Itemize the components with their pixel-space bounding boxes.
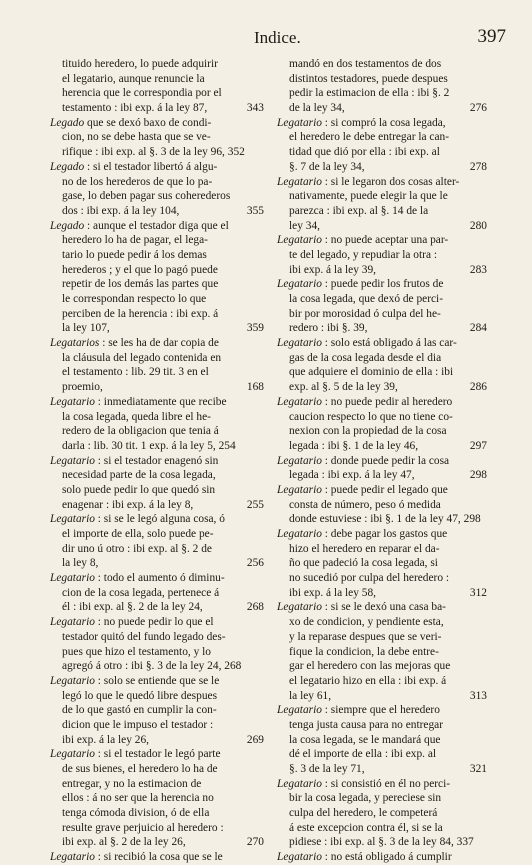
index-line [277, 277, 485, 292]
index-line [277, 454, 485, 469]
entry-text: caucion respecto lo que no tiene co- [289, 410, 453, 423]
index-line [277, 86, 485, 101]
entry-text: nativamente, puede elegir la que le [289, 190, 448, 203]
page-reference: 284 [469, 322, 487, 335]
index-line [277, 483, 485, 498]
entry-text: repetir de los demás las partes que [62, 278, 219, 291]
entry-text: de la ley 34, [289, 102, 345, 115]
index-line [277, 439, 485, 454]
index-line [50, 747, 262, 762]
index-line [277, 674, 485, 689]
entry-headword: Legatario [50, 572, 95, 585]
index-line [50, 733, 262, 748]
entry-text: el importe de ella, solo puede pe- [62, 528, 214, 540]
index-line [50, 130, 262, 145]
entry-text: pidiese : ibi exp. al §. 3 de la ley 84, 337 [289, 836, 474, 849]
index-line [277, 806, 485, 821]
index-line [50, 219, 262, 234]
index-line [277, 292, 485, 307]
index-line [50, 277, 262, 292]
index-line [277, 835, 485, 850]
entry-text: agregó á otro : ibi §. 3 de la ley 24, 268 [62, 660, 242, 673]
entry-text: dé el importe de ella : ibi exp. al [289, 748, 437, 761]
index-line [50, 72, 262, 87]
entry-text: xo de condicion, y pendiente esta, [289, 616, 444, 629]
index-line [50, 86, 262, 101]
entry-text: tituido heredero, lo puede adquirir [62, 58, 218, 70]
index-line [50, 424, 262, 439]
entry-text: redero : ibi §. 39, [289, 322, 368, 335]
index-line [277, 762, 485, 777]
entry-text: la cosa legada, se le mandará que [289, 733, 441, 746]
entry-headword: Legatario [50, 513, 95, 526]
index-line [50, 410, 262, 425]
entry-text: el heredero le debe entregar la can- [289, 131, 449, 144]
entry-text: gase, lo deben pagar sus coherederos [62, 190, 231, 203]
index-line [50, 204, 262, 219]
entry-headword: Legatarios [50, 337, 100, 350]
entry-headword: Legatario [50, 454, 95, 467]
index-line [277, 542, 485, 557]
page-reference: 268 [246, 601, 264, 614]
entry-text: legó lo que le quedó libre despues [62, 689, 217, 702]
entry-text: le correspondan respecto lo que [62, 293, 207, 305]
page-reference: 359 [246, 322, 264, 335]
entry-text: §. 7 de la ley 34, [289, 160, 365, 173]
entry-text: heredero lo ha de pagar, el lega- [62, 234, 208, 247]
page-header [0, 28, 532, 52]
index-line [50, 542, 262, 557]
entry-text: : todo el aumento ó diminu- [94, 572, 225, 585]
entry-text: ibi exp. á la ley 26, [62, 733, 149, 746]
right-column [277, 57, 485, 865]
entry-text: ibi exp. á la ley 39, [289, 263, 376, 276]
entry-text: te del legado, y repudiar la otra : [289, 248, 438, 261]
entry-headword: Legatario [277, 234, 322, 247]
entry-headword: Legatario [50, 616, 95, 629]
index-line [277, 116, 485, 131]
entry-text: cion de la cosa legada, pertenece á [62, 586, 220, 599]
index-line [50, 145, 262, 160]
index-line [50, 365, 262, 380]
entry-text: : no está obligado á cumplir [321, 851, 452, 864]
entry-text: herederos ; y el que lo pagó puede [62, 263, 218, 276]
entry-text: legada : ibi §. 1 de la ley 46, [289, 439, 419, 452]
entry-text: : si el testador libertó á algu- [84, 160, 218, 173]
index-line [277, 175, 485, 190]
entry-text: : no puede aceptar una par- [321, 234, 449, 247]
entry-text: : solo se entiende que se le [94, 674, 220, 687]
index-line [50, 116, 262, 131]
index-line [50, 527, 262, 542]
index-line [277, 821, 485, 836]
entry-text: perciben de la herencia : ibi exp. á [62, 307, 219, 320]
index-line [277, 321, 485, 336]
index-line [50, 351, 262, 366]
page-reference: 286 [469, 381, 487, 394]
entry-text: : si se le dexó una casa ba- [321, 601, 446, 614]
entry-text: herencia que le correspondia por el [62, 87, 222, 100]
index-line [50, 600, 262, 615]
page-reference: 269 [246, 733, 264, 746]
index-line [50, 468, 262, 483]
index-line [50, 321, 262, 336]
page-reference: 278 [469, 160, 487, 173]
index-line [50, 556, 262, 571]
entry-text: : se les ha de dar copia de [99, 337, 219, 350]
index-line [277, 630, 485, 645]
index-line [277, 307, 485, 322]
index-line [50, 806, 262, 821]
entry-text: : no puede pedir al heredero [321, 395, 453, 408]
entry-text: el legatario hizo en ella : ibi exp. á [289, 674, 447, 687]
index-line [50, 439, 262, 454]
index-line [277, 468, 485, 483]
index-line [277, 791, 485, 806]
entry-text: el legatario, aunque renuncie la [62, 72, 205, 85]
index-line [50, 307, 262, 322]
entry-text: cion, no se debe hasta que se ve- [62, 131, 211, 144]
index-line [277, 219, 485, 234]
entry-text: consta de número, peso ó medida [289, 498, 441, 511]
index-line [277, 336, 485, 351]
entry-headword: Legatario [277, 278, 322, 291]
entry-text: tario lo puede pedir á los demas [62, 248, 207, 261]
entry-text: legada : ibi exp. á la ley 47, [289, 469, 415, 482]
index-line [277, 703, 485, 718]
entry-text: donde estuviese : ibi §. 1 de la ley 47, 298 [289, 513, 481, 526]
entry-text: la ley 61, [289, 689, 332, 702]
index-line [50, 777, 262, 792]
page-reference: 313 [469, 689, 487, 702]
entry-headword: Legado [50, 160, 85, 173]
index-line [277, 204, 485, 219]
entry-text: : aunque el testador diga que el [84, 219, 229, 232]
entry-headword: Legatario [50, 395, 95, 408]
index-line [277, 733, 485, 748]
entry-text: tenga cómoda division, ó de ella [62, 807, 210, 820]
index-line [50, 615, 262, 630]
entry-text: : puede pedir los frutos de [321, 278, 444, 291]
entry-headword: Legatario [277, 851, 322, 864]
index-line [277, 410, 485, 425]
page-number: 397 [477, 26, 506, 47]
entry-text: distintos testadores, puede despues [289, 72, 448, 85]
index-line [277, 586, 485, 601]
index-line [50, 336, 262, 351]
entry-text: bir la cosa legada, y pereciese sin [289, 792, 442, 805]
index-line [50, 512, 262, 527]
entry-text: rifique : ibi exp. al §. 3 de la ley 96, 352 [62, 146, 245, 159]
entry-headword: Legatario [277, 454, 322, 467]
entry-text: á este excepcion contra él, si se la [289, 821, 443, 834]
entry-text: él : ibi exp. al §. 2 de la ley 24, [62, 601, 203, 614]
index-line [277, 615, 485, 630]
entry-text: : si le legaron dos cosas alter- [321, 175, 460, 188]
page-reference: 255 [246, 498, 264, 511]
entry-text: entregar, y no la estimacion de [62, 777, 202, 790]
entry-text: : si consistió en él no perci- [321, 777, 451, 790]
entry-headword: Legatario [277, 175, 322, 188]
index-line [50, 630, 262, 645]
index-line [277, 777, 485, 792]
entry-text: : inmediatamente que recibe [94, 395, 227, 408]
index-line [277, 145, 485, 160]
entry-text: no sucedió por culpa del heredero : [289, 572, 450, 585]
page-reference: 355 [246, 204, 264, 217]
entry-headword: Legatario [277, 601, 322, 614]
entry-text: ibi exp. al §. 2 de la ley 26, [62, 836, 186, 849]
entry-text: ibi exp. á la ley 58, [289, 586, 376, 599]
entry-text: gar el heredero con las mejoras que [289, 660, 451, 673]
left-column [50, 57, 262, 865]
entry-text: testador quitó del fundo legado des- [62, 630, 226, 643]
index-line [277, 600, 485, 615]
index-line [50, 380, 262, 395]
entry-text: parezca : ibi exp. al §. 14 de la [289, 204, 429, 217]
index-line [50, 483, 262, 498]
index-line [50, 498, 262, 513]
index-line [50, 292, 262, 307]
index-line [50, 189, 262, 204]
entry-text: de sus bienes, el heredero lo ha de [62, 763, 218, 775]
entry-headword: Legatario [50, 748, 95, 761]
index-line [277, 395, 485, 410]
index-line [277, 72, 485, 87]
entry-text: enagenar : ibi exp. á la ley 8, [62, 498, 194, 511]
index-line [277, 850, 485, 865]
entry-headword: Legatario [277, 528, 322, 540]
entry-text: tidad que dió por ella : ibi exp. al [289, 146, 440, 159]
entry-text: nexion con la propiedad de la cosa [289, 425, 447, 438]
index-line [50, 762, 262, 777]
entry-text: la cláusula del legado contenida en [62, 351, 222, 364]
index-line [50, 689, 262, 704]
entry-text: exp. al §. 5 de la ley 39, [289, 381, 398, 394]
entry-text: dicion que le impuso el testador : [62, 718, 214, 731]
entry-headword: Legatario [50, 674, 95, 687]
index-line [50, 850, 262, 865]
entry-headword: Legatario [50, 851, 95, 864]
index-line [277, 512, 485, 527]
entry-text: dir uno ú otro : ibi exp. al §. 2 de [62, 542, 212, 555]
index-line [277, 189, 485, 204]
index-line [50, 645, 262, 660]
index-line [277, 718, 485, 733]
index-line [50, 175, 262, 190]
index-line [50, 263, 262, 278]
entry-text: darla : lib. 30 tit. 1 exp. á la ley 5, 254 [62, 439, 236, 452]
index-line [50, 57, 262, 72]
entry-text: : solo está obligado á las car- [321, 337, 457, 350]
index-line [50, 821, 262, 836]
entry-text: necesidad parte de la cosa legada, [62, 469, 216, 482]
page-reference: 297 [469, 439, 487, 452]
index-line [277, 556, 485, 571]
index-line [50, 586, 262, 601]
entry-text: : si recibió la cosa que se le [94, 851, 223, 864]
entry-text: tenga justa causa para no entregar [289, 718, 444, 731]
entry-headword: Legatario [277, 777, 322, 790]
index-line [50, 718, 262, 733]
index-line [50, 160, 262, 175]
entry-text: : puede pedir el legado que [321, 483, 448, 496]
entry-headword: Legado [50, 116, 85, 129]
index-line [50, 233, 262, 248]
index-line [277, 101, 485, 116]
page-reference: 276 [469, 102, 487, 115]
entry-text: : si el testador enagenó sin [94, 454, 219, 467]
index-line [277, 645, 485, 660]
entry-text: hizo el heredero en reparar el da- [289, 542, 440, 555]
index-line [50, 101, 262, 116]
entry-text: bir por morosidad ó culpa del he- [289, 307, 441, 320]
entry-headword: Legatario [277, 483, 322, 496]
index-line [277, 659, 485, 674]
entry-text: : debe pagar los gastos que [321, 528, 448, 540]
index-line [277, 498, 485, 513]
entry-text: la ley 8, [62, 557, 99, 570]
entry-text: mandó en dos testamentos de dos [289, 58, 442, 70]
entry-headword: Legatario [277, 704, 322, 717]
entry-headword: Legado [50, 219, 85, 232]
entry-text: dos : ibi exp. á la ley 104, [62, 204, 180, 217]
index-line [277, 233, 485, 248]
entry-text: fique la condicion, la debe entre- [289, 645, 439, 658]
entry-text: que adquiere el dominio de ella : ibi [289, 366, 454, 379]
index-line [277, 351, 485, 366]
entry-text: solo puede pedir lo que quedó sin [62, 483, 216, 496]
entry-text: ño que padeció la cosa legada, si [289, 557, 438, 570]
entry-text: la cosa legada, queda libre el he- [62, 410, 211, 423]
entry-text: : si compró la cosa legada, [321, 116, 446, 129]
page-reference: 283 [469, 263, 487, 276]
entry-text: : siempre que el heredero [321, 704, 440, 717]
index-line [50, 248, 262, 263]
page-reference: 256 [246, 557, 264, 570]
entry-text: §. 3 de la ley 71, [289, 763, 365, 775]
entry-text: el testamento : lib. 29 tit. 3 en el [62, 366, 209, 379]
entry-text: que se dexó baxo de condi- [84, 116, 212, 129]
entry-text: : si el testador le legó parte [94, 748, 221, 761]
entry-headword: Legatario [277, 116, 322, 129]
index-line [50, 835, 262, 850]
index-line [50, 791, 262, 806]
entry-text: pedir la estimacion de ella : ibi §. 2 [289, 87, 450, 100]
entry-headword: Legatario [277, 395, 322, 408]
entry-text: y la reparase despues que se veri- [289, 630, 442, 643]
entry-text: culpa del heredero, le competerá [289, 807, 438, 820]
running-title: Indice. [254, 28, 301, 47]
index-line [277, 424, 485, 439]
entry-text: de lo que gastó en cumplir la con- [62, 704, 217, 717]
entry-text: pues que hizo el testamento, y lo [62, 645, 211, 658]
index-line [50, 674, 262, 689]
entry-text: : donde puede pedir la cosa [321, 454, 450, 467]
entry-text: resulte grave perjuicio al heredero : [62, 821, 224, 834]
page-reference: 343 [246, 102, 264, 115]
page-reference: 321 [469, 763, 487, 775]
index-line [277, 747, 485, 762]
entry-text: testamento : ibi exp. á la ley 87, [62, 102, 208, 115]
entry-text: la cosa legada, que dexó de perci- [289, 293, 444, 305]
index-line [277, 527, 485, 542]
entry-text: la ley 107, [62, 322, 110, 335]
index-line [277, 160, 485, 175]
index-line [277, 57, 485, 72]
entry-text: gas de la cosa legada desde el dia [289, 351, 442, 364]
page-reference: 312 [469, 586, 487, 599]
page-reference: 298 [469, 469, 487, 482]
index-line [277, 248, 485, 263]
index-line [50, 571, 262, 586]
index-line [277, 571, 485, 586]
index-line [50, 659, 262, 674]
entry-text: proemio, [62, 381, 103, 394]
index-line [50, 703, 262, 718]
index-line [277, 263, 485, 278]
index-line [50, 395, 262, 410]
entry-text: : si se le legó alguna cosa, ó [94, 513, 225, 526]
entry-text: ellos : á no ser que la herencia no [62, 792, 214, 805]
entry-headword: Legatario [277, 337, 322, 350]
entry-text: ley 34, [289, 219, 321, 232]
index-line [277, 130, 485, 145]
index-line [277, 380, 485, 395]
entry-text: : no puede pedir lo que el [94, 616, 214, 629]
page-reference: 168 [246, 381, 264, 394]
entry-text: redero de la obligacion que tenia á [62, 425, 219, 438]
entry-text: no de los herederos de que lo pa- [62, 175, 213, 188]
index-line [50, 454, 262, 469]
index-line [277, 365, 485, 380]
page-reference: 280 [469, 219, 487, 232]
page-reference: 270 [246, 836, 264, 849]
index-line [277, 689, 485, 704]
